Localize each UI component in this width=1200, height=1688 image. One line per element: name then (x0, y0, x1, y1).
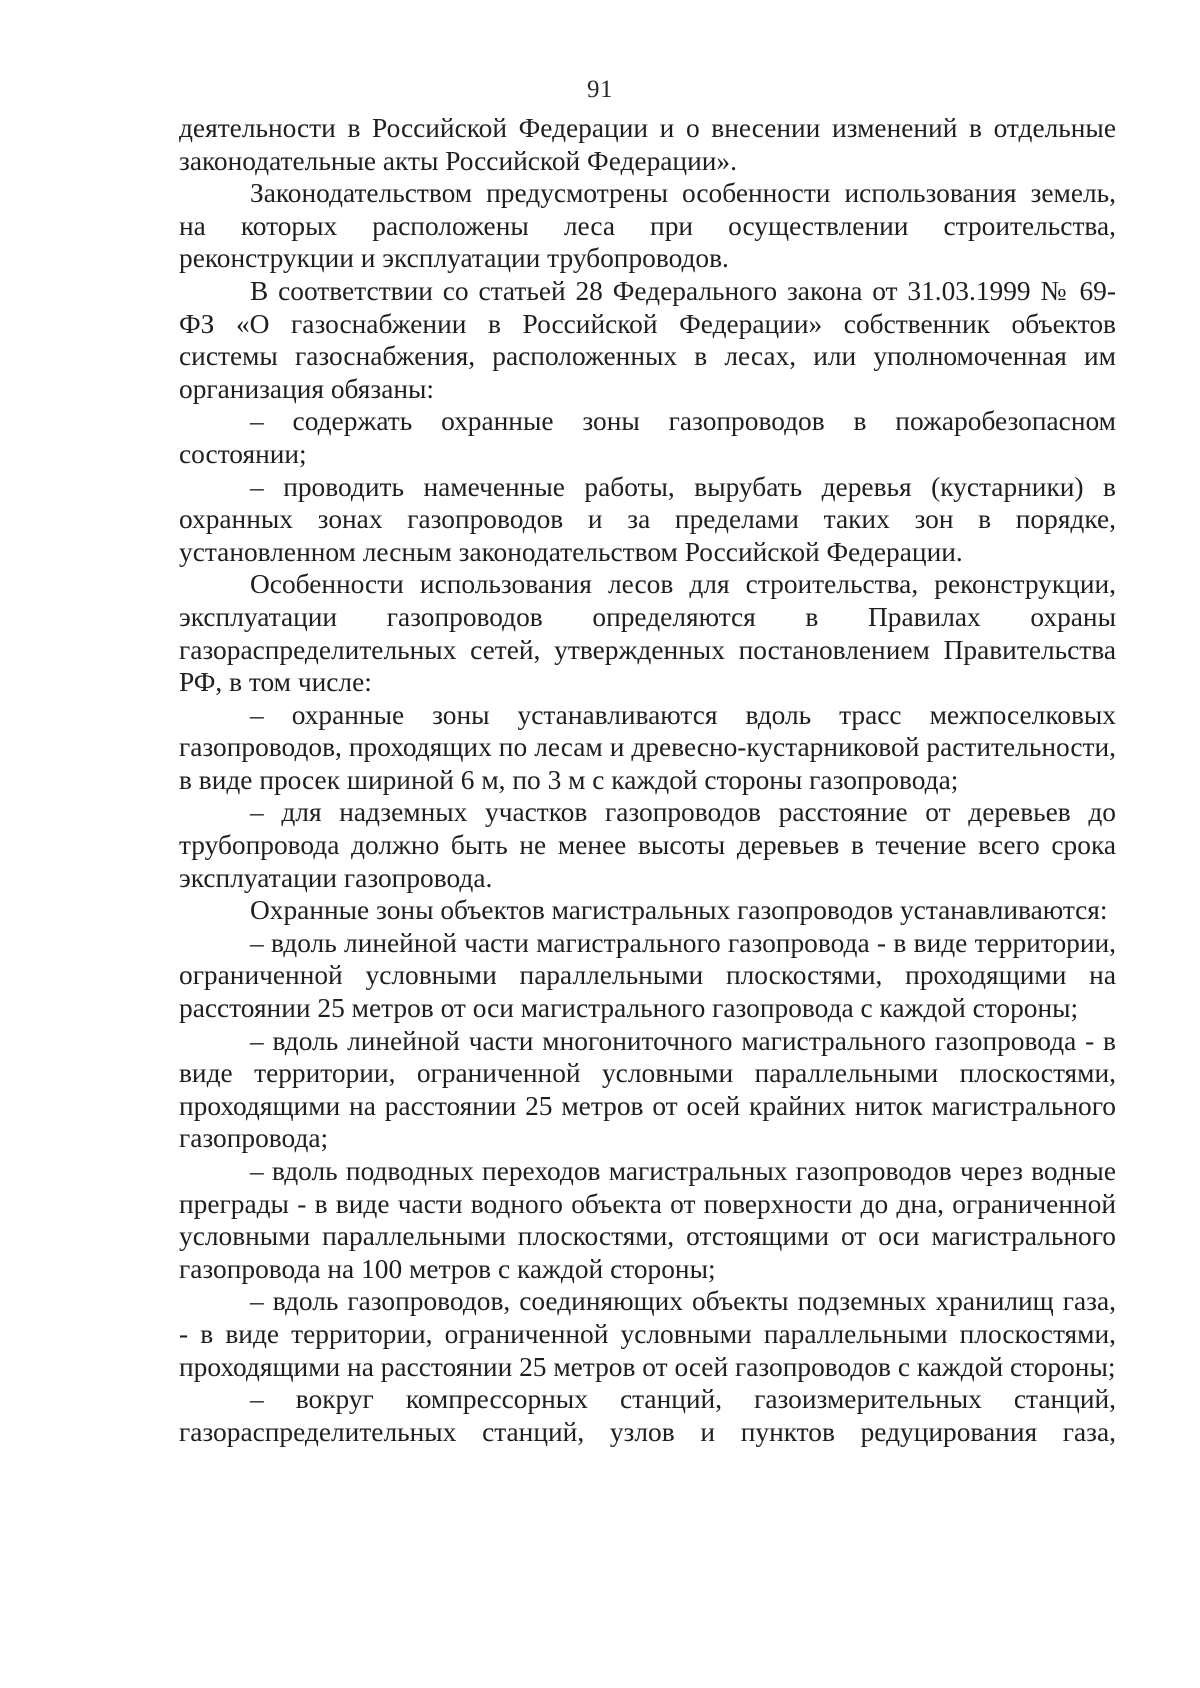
paragraph-forest-use-rules: Особенности использования лесов для строительства, реконструкции, эксплуатации газопроводов определяются в Правилах охраны газораспределительных сетей, утвержденных постановлением Правительства РФ, в том числе: (179, 569, 1116, 698)
paragraph-continuation: деятельности в Российской Федерации и о внесении изменений в отдельные законодательные акты Российской Федерации». (179, 113, 1116, 176)
list-item-fire-safety: – содержать охранные зоны газопроводов в пожаробезопасном состоянии; (179, 406, 1116, 469)
list-item-protection-zones-clearings: – охранные зоны устанавливаются вдоль трасс межпоселковых газопроводов, проходящих по лесам и древесно-кустарниковой растительности, в виде просек шириной 6 м, по 3 м с каждой стороны газопровода; (179, 699, 1116, 795)
list-item-multi-line-pipeline: – вдоль линейной части многониточного магистрального газопровода - в виде территории, ограниченной условными параллельными плоскостями, проходящими на расстоянии 25 метров от осей крайних ниток магистрального газопровода; (179, 1025, 1116, 1154)
list-item-storage-pipelines: – вдоль газопроводов, соединяющих объекты подземных хранилищ газа, - в виде территории, ограниченной условными параллельными плоскостями, проходящими на расстоянии 25 метров от осей газопроводов с каждой стороны; (179, 1286, 1116, 1382)
list-item-tree-cutting: – проводить намеченные работы, вырубать деревья (кустарники) в охранных зонах газопроводов и за пределами таких зон в порядке, установленном лесным законодательством Российской Федерации. (179, 471, 1116, 567)
list-item-underwater-crossings: – вдоль подводных переходов магистральных газопроводов через водные преграды - в виде части водного объекта от поверхности до дна, ограниченной условными параллельными плоскостями, отстоящими от оси магистрального газопровода на 100 метров с каждой стороны; (179, 1156, 1116, 1284)
paragraph-legislation-features: Законодательством предусмотрены особенности использования земель, на которых расположены леса при осуществлении строительства, реконструкции и эксплуатации трубопроводов. (179, 178, 1116, 274)
list-item-above-ground-sections: – для надземных участков газопроводов расстояние от деревьев до трубопровода должно быть не менее высоты деревьев в течение всего срока эксплуатации газопровода. (179, 797, 1116, 893)
page-number: 91 (587, 76, 613, 103)
paragraph-article-28: В соответствии со статьей 28 Федерального закона от 31.03.1999 № 69-ФЗ «О газоснабжении в Российской Федерации» собственник объектов системы газоснабжения, расположенных в лесах, или уполномоченная им организация обязаны: (179, 275, 1116, 404)
paragraph-trunk-pipeline-zones: Охранные зоны объектов магистральных газопроводов устанавливаются: (250, 895, 1108, 926)
list-item-compressor-stations: – вокруг компрессорных станций, газоизмерительных станций, газораспределительных станций, узлов и пунктов редуцирования газа, (179, 1384, 1116, 1447)
document-body (179, 112, 1116, 1448)
list-item-linear-part: – вдоль линейной части магистрального газопровода - в виде территории, ограниченной условными параллельными плоскостями, проходящими на расстоянии 25 метров от оси магистрального газопровода с каждой стороны; (179, 927, 1116, 1024)
